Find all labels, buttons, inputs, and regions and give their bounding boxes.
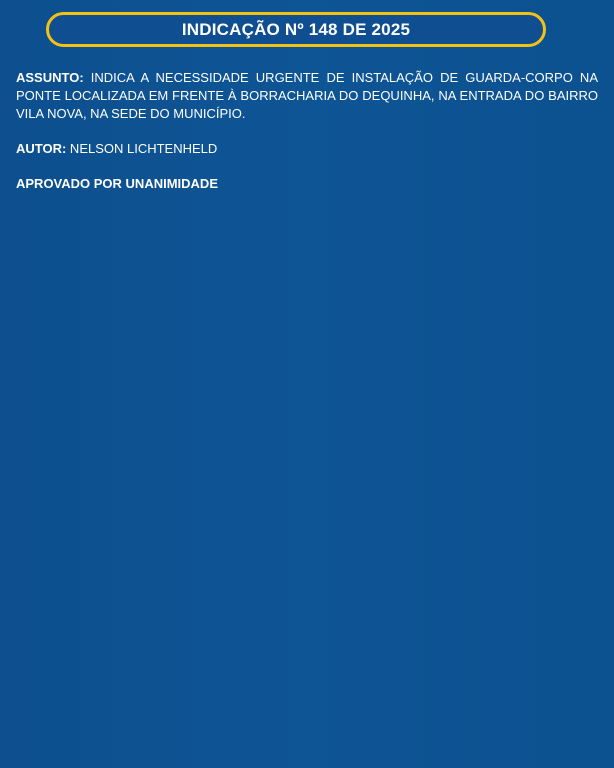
title-banner [46, 12, 546, 47]
assunto-text: INDICA A NECESSIDADE URGENTE DE INSTALAÇÃO DE GUARDA-CORPO NA PONTE LOCALIZADA EM FRENTE À BORRACHARIA DO DEQUINHA, NA ENTRADA DO BAIRRO VILA NOVA, NA SEDE DO MUNICÍPIO. [16, 70, 598, 121]
autor-label: AUTOR: [16, 141, 67, 156]
autor-paragraph [16, 140, 598, 158]
approval-status: APROVADO POR UNANIMIDADE [16, 176, 218, 191]
page-title: INDICAÇÃO Nº 148 DE 2025 [181, 19, 411, 39]
assunto-label: ASSUNTO: [16, 70, 84, 85]
assunto-paragraph [16, 69, 598, 123]
autor-text: NELSON LICHTENHELD [66, 141, 218, 156]
document-body [16, 69, 598, 193]
